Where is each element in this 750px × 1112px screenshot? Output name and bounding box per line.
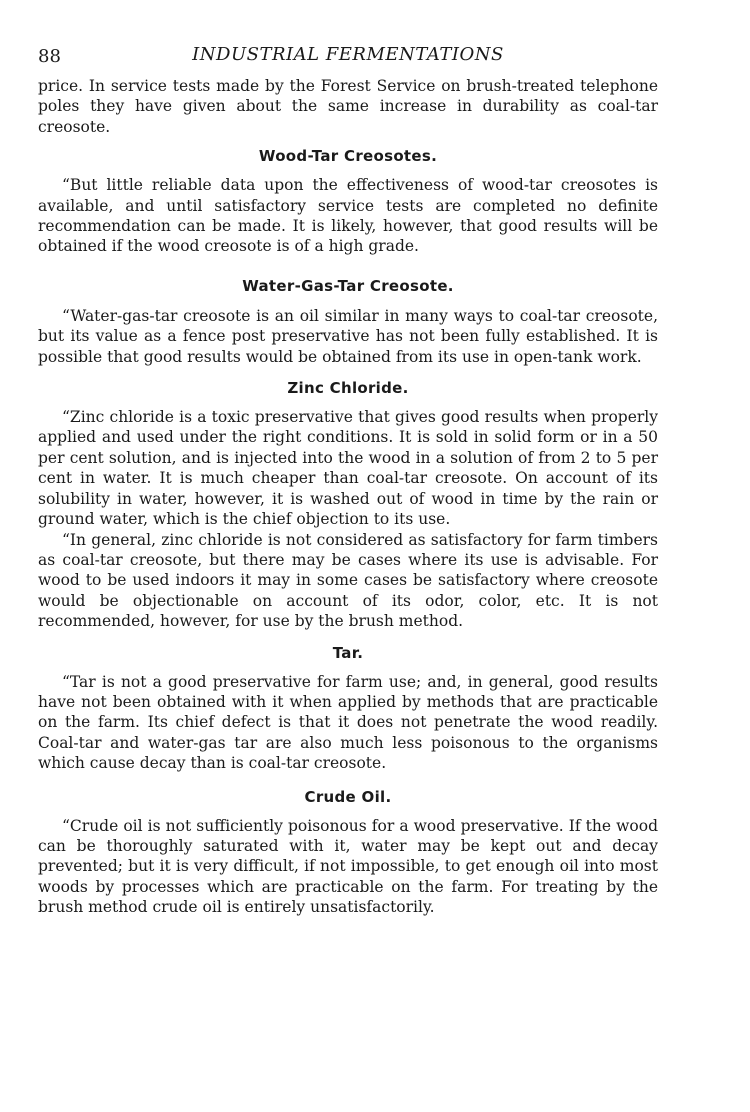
intro-paragraph: price. In service tests made by the Forest Service on brush-treated telephone poles they have given about the same increase in durability as coal-tar creosote. [38,77,658,136]
section-heading-zinc-chloride: Zinc Chloride. [287,379,409,398]
paragraph-zinc-chloride-2: “In general, zinc chloride is not considered as satisfactory for farm timbers as coal-tar creosote, but there may be cases where its use is advisable. For wood to be used indoors it may in some cases be satisfactory where creosote would be objectionable on account of its odor, color, etc. It is not recommended, however, for use by the brush method. [38,530,658,631]
book-page [38,40,658,918]
section-heading-water-gas-tar: Water-Gas-Tar Creosote. [242,276,454,295]
section-heading-tar: Tar. [332,643,364,662]
paragraph-wood-tar: “But little reliable data upon the effectiveness of wood-tar creosotes is available, and until satisfactory service tests are completed no definite recommendation can be made. It is likely, however, that good results will be obtained if the wood creosote is of a high grade. [38,176,658,256]
page-number: 88 [38,46,61,67]
section-heading-wood-tar: Wood-Tar Creosotes. [258,147,438,166]
page-header [38,40,658,70]
running-title: INDUSTRIAL FERMENTATIONS [192,44,504,65]
paragraph-zinc-chloride-1: “Zinc chloride is a toxic preservative that gives good results when properly applied and used under the right conditions. It is sold in solid form or in a 50 per cent solution, and is injected into the wood in a solution of from 2 to 5 per cent in water. It is much cheaper than coal-tar creosote. On account of its solubility in water, however, it is washed out of wood in time by the rain or ground water, which is the chief objection to its use. [38,408,658,529]
paragraph-water-gas-tar: “Water-gas-tar creosote is an oil similar in many ways to coal-tar creosote, but its value as a fence post preservative has not been fully established. It is possible that good results would be obtained from its use in open-tank work. [38,306,658,366]
paragraph-crude-oil: “Crude oil is not sufficiently poisonous for a wood preservative. If the wood can be thoroughly saturated with it, water may be kept out and decay prevented; but it is very difficult, if not impossible, to get enough oil into most woods by processes which are practicable on the farm. For treating by the brush method crude oil is entirely unsatisfactorily. [38,816,658,917]
section-heading-crude-oil: Crude Oil. [304,787,392,806]
paragraph-tar: “Tar is not a good preservative for farm use; and, in general, good results have not been obtained with it when applied by methods that are practicable on the farm. Its chief defect is that it does not penetrate the wood readily. Coal-tar and water-gas tar are also much less poisonous to the organisms which cause decay than is coal-tar creosote. [38,672,658,773]
